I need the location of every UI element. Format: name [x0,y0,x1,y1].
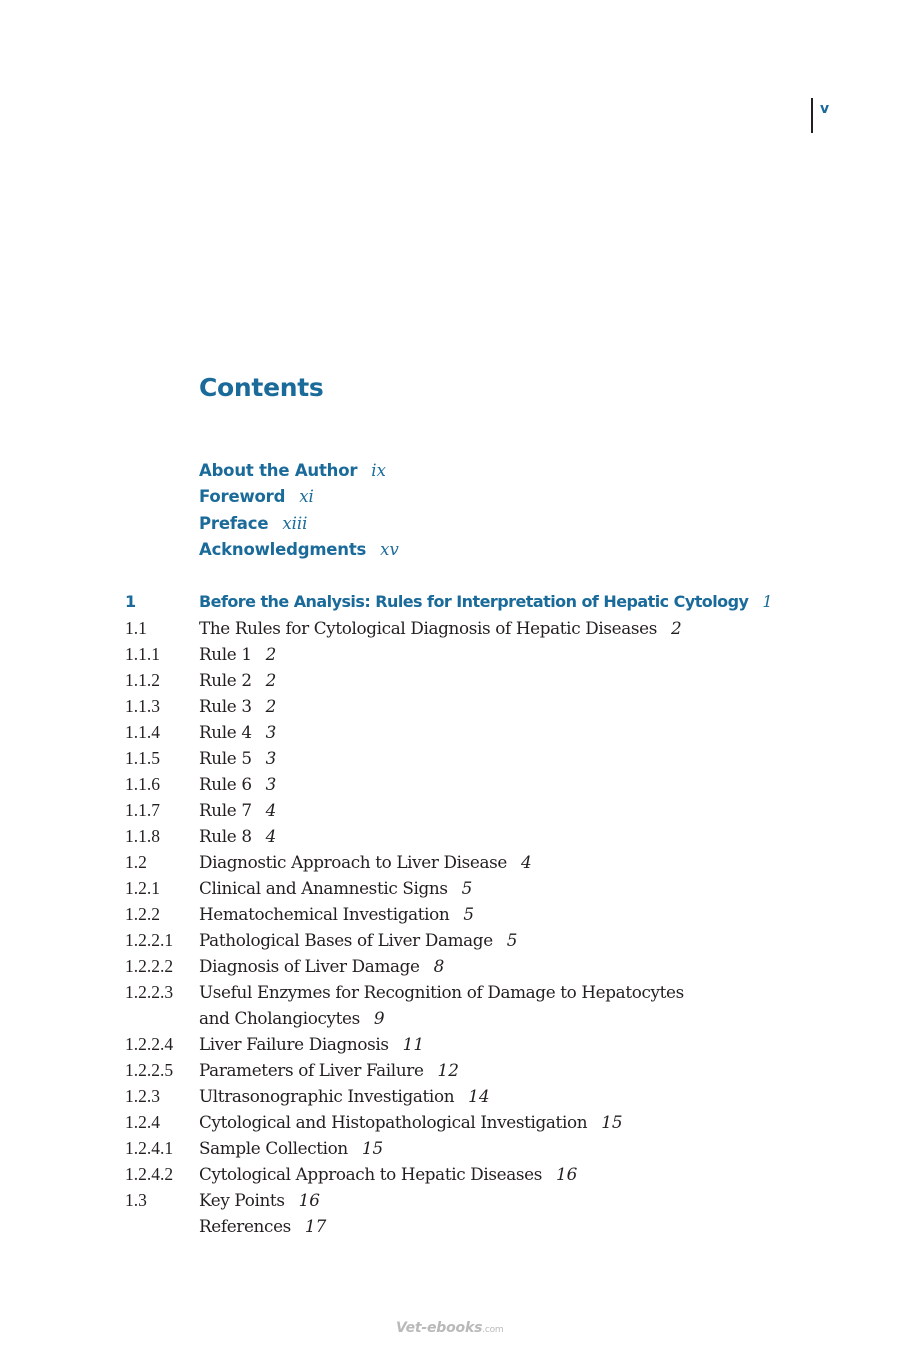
toc-entry[interactable] [125,745,815,771]
toc-entry-number: 1.2.4 [125,1112,160,1132]
toc-entry[interactable] [125,1005,815,1031]
chapter-title-line [199,589,773,615]
toc-entry[interactable] [125,719,815,745]
toc-entry-body [199,693,276,719]
toc-entry-page: 12 [437,1060,459,1080]
toc-entry-page: 9 [373,1008,385,1028]
toc-entry-number: 1.2.2 [125,904,160,924]
toc-entry-list [125,615,815,1239]
front-matter-page: xiii [282,513,308,533]
toc-entry-page: 16 [298,1190,320,1210]
toc-entry-title: Parameters of Liver Failure [199,1060,424,1080]
toc-entry-page: 15 [361,1138,384,1158]
toc-entry-number: 1.2.2.2 [125,956,174,976]
watermark-suffix: .com [482,1325,504,1335]
toc-entry[interactable] [125,1057,815,1083]
toc-entry-body [199,953,444,979]
toc-entry[interactable] [125,1135,815,1161]
toc-entry-page: 5 [463,904,475,924]
front-matter-item-about-author[interactable] [199,458,399,484]
toc-entry-body [199,823,276,849]
toc-entry[interactable] [125,849,815,875]
toc-entry-title: Cytological and Histopathological Investigation [199,1112,588,1132]
watermark-main: Vet-ebooks [396,1320,483,1336]
toc-entry[interactable] [125,1161,815,1187]
toc-entry-number: 1.2.2.1 [125,930,174,950]
toc-entry-page: 4 [265,826,277,846]
toc-entry-number: 1.2.2.5 [125,1060,174,1080]
toc-entry-body [199,641,276,667]
toc-entry-page: 8 [433,956,445,976]
toc-entry-page: 14 [468,1086,490,1106]
toc-entry-body [199,1083,490,1109]
toc-entry-title: Rule 1 [199,644,252,664]
toc-entry-body [199,1135,383,1161]
toc-entry-number: 1.2.3 [125,1086,160,1106]
toc-entry-title: Useful Enzymes for Recognition of Damage to Hepatocytes [199,982,684,1002]
toc-entry-number: 1.1.5 [125,748,160,768]
toc-entry-number: 1.1.7 [125,800,160,820]
toc-entry-title: Diagnosis of Liver Damage [199,956,420,976]
toc-entry-title: Liver Failure Diagnosis [199,1034,389,1054]
toc-entry-title: and Cholangiocytes [199,1008,360,1028]
front-matter-page: ix [371,461,386,480]
toc-entry-page: 3 [265,722,277,742]
toc-entry[interactable] [125,875,815,901]
toc-entry-number: 1.1.4 [125,722,160,742]
toc-entry-title: Cytological Approach to Hepatic Diseases [199,1164,542,1184]
toc-entry-body [199,1057,459,1083]
toc-entry-title: Clinical and Anamnestic Signs [199,878,448,898]
toc-entry-body [199,615,682,641]
toc-entry-body [199,1031,424,1057]
toc-entry-page: 2 [265,644,277,664]
toc-entry-title: Sample Collection [199,1138,348,1158]
watermark [396,1320,504,1336]
toc-entry-body [199,745,276,771]
toc-entry[interactable] [125,823,815,849]
toc-entry-page: 17 [304,1216,327,1236]
front-matter-page: xi [299,487,314,507]
front-matter-label: Acknowledgments [199,539,367,559]
toc-entry-body [199,1005,385,1031]
toc-entry[interactable] [125,901,815,927]
toc-entry-number: 1.2.4.1 [125,1138,174,1158]
toc-entry-title: The Rules for Cytological Diagnosis of Hepatic Diseases [199,618,657,638]
toc-entry-body [199,1213,326,1239]
toc-entry-title: Rule 6 [199,774,252,794]
toc-entry-body [199,901,474,927]
front-matter-page: xv [380,539,399,559]
toc-entry[interactable] [125,953,815,979]
front-matter-item-preface[interactable] [199,511,399,537]
front-matter-item-foreword[interactable] [199,484,399,510]
toc-entry-title: Pathological Bases of Liver Damage [199,930,493,950]
chapter-title: Before the Analysis: Rules for Interpretation of Hepatic Cytology [199,592,749,611]
toc-entry-number: 1.1.6 [125,774,160,794]
toc-entry-body [199,771,276,797]
toc-entry-body [199,797,276,823]
toc-entry-number: 1.2.2.4 [125,1034,174,1054]
toc-entry-page: 5 [461,878,473,898]
toc-entry-number: 1.1 [125,618,147,638]
toc-entry-page: 2 [670,618,682,638]
toc-entry-body [199,927,517,953]
toc-entry[interactable] [125,693,815,719]
toc-entry-number: 1.1.2 [125,670,160,690]
page-title: Contents [199,373,324,402]
toc-entry[interactable] [125,1213,815,1239]
front-matter-item-acknowledgments[interactable] [199,537,399,563]
toc-entry-page: 15 [601,1112,623,1132]
toc-entry-page: 11 [402,1034,424,1054]
toc-entry[interactable] [125,771,815,797]
toc-entry[interactable] [125,979,815,1005]
toc-entry-number: 1.2.4.2 [125,1164,174,1184]
toc-entry-page: 4 [265,800,277,820]
toc-entry[interactable] [125,1187,815,1213]
toc-entry[interactable] [125,667,815,693]
toc-entry-number: 1.3 [125,1190,147,1210]
toc-entry[interactable] [125,615,815,641]
toc-entry-number: 1.2.2.3 [125,982,174,1002]
chapter-number: 1 [125,592,137,611]
page-folio: v [820,101,830,117]
toc-entry-body [199,849,532,875]
toc-entry-page: 16 [556,1164,578,1184]
toc-entry-page: 4 [520,852,532,872]
chapter-page: 1 [762,592,773,611]
toc-entry-title: Rule 8 [199,826,252,846]
toc-entry[interactable] [125,927,815,953]
toc-entry-body [199,875,472,901]
front-matter-list [199,458,399,563]
toc-entry[interactable] [125,797,815,823]
toc-entry-title: Rule 2 [199,670,252,690]
toc-entry-title: Hematochemical Investigation [199,904,450,924]
toc-entry-body [199,719,276,745]
toc-entry[interactable] [125,1109,815,1135]
toc-entry-title: Rule 4 [199,722,252,742]
toc-entry[interactable] [125,1083,815,1109]
toc-entry-title: Rule 7 [199,800,252,820]
toc-entry-title: Rule 5 [199,748,252,768]
header-rule [811,98,813,133]
toc-entry-number: 1.1.8 [125,826,160,846]
toc-entry-body [199,1187,320,1213]
toc-entry[interactable] [125,1031,815,1057]
front-matter-label: Foreword [199,487,286,507]
toc-entry-page: 5 [506,930,518,950]
toc-entry-body [199,1161,577,1187]
toc-entry-number: 1.1.3 [125,696,160,716]
toc-entry-number: 1.1.1 [125,644,160,664]
toc-entry-title: Ultrasonographic Investigation [199,1086,455,1106]
toc-entry-title: Rule 3 [199,696,252,716]
toc-entry-number: 1.2 [125,852,147,872]
toc-entry-body [199,1109,623,1135]
toc-entry-page: 3 [265,748,277,768]
toc-entry-body [199,979,684,1005]
front-matter-label: About the Author [199,461,358,480]
front-matter-label: Preface [199,513,269,533]
toc-entry-title: Diagnostic Approach to Liver Disease [199,852,507,872]
toc-entry-title: Key Points [199,1190,285,1210]
toc-entry-page: 2 [265,696,277,716]
toc-entry-page: 2 [265,670,277,690]
toc-entry[interactable] [125,641,815,667]
toc-entry-body [199,667,276,693]
toc-entry-title: References [199,1216,291,1236]
toc-entry-page: 3 [265,774,277,794]
toc-entry-number: 1.2.1 [125,878,160,898]
